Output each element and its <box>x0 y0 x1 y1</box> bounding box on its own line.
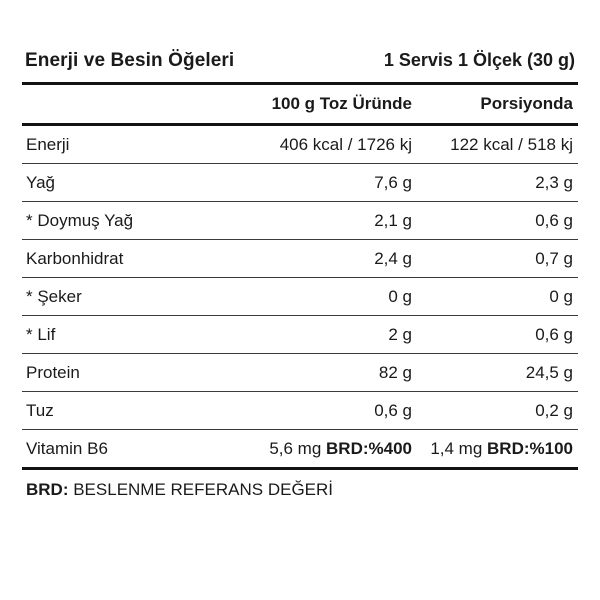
table-row <box>22 202 578 240</box>
nutrition-panel <box>22 50 578 510</box>
row-value-portion: 122 kcal / 518 kj <box>417 125 578 164</box>
table-row <box>22 164 578 202</box>
row-value-per-100g: 406 kcal / 1726 kj <box>242 125 417 164</box>
nutrition-table <box>22 82 578 510</box>
row-label: Karbonhidrat <box>22 240 242 278</box>
row-value-portion: 0,7 g <box>417 240 578 278</box>
column-header-per-100g: 100 g Toz Üründe <box>242 84 417 125</box>
row-value-portion: 24,5 g <box>417 354 578 392</box>
table-row <box>22 392 578 430</box>
brd-footnote <box>22 469 578 511</box>
nutrition-header <box>22 50 578 82</box>
page-title: Enerji ve Besin Öğeleri <box>25 50 235 71</box>
row-value-per-100g: 2 g <box>242 316 417 354</box>
vitamin-brd-per-100g: BRD:%400 <box>326 439 412 458</box>
row-label: Tuz <box>22 392 242 430</box>
row-label: Yağ <box>22 164 242 202</box>
row-value-portion: 0 g <box>417 278 578 316</box>
row-value-per-100g: 7,6 g <box>242 164 417 202</box>
row-label: * Şeker <box>22 278 242 316</box>
row-value-per-100g: 0 g <box>242 278 417 316</box>
table-row <box>22 125 578 164</box>
row-value-portion: 0,2 g <box>417 392 578 430</box>
vitamin-brd-portion: BRD:%100 <box>487 439 573 458</box>
table-row <box>22 354 578 392</box>
row-label: * Doymuş Yağ <box>22 202 242 240</box>
row-value-per-100g: 2,1 g <box>242 202 417 240</box>
row-value-per-100g: 2,4 g <box>242 240 417 278</box>
vitamin-amount-portion: 1,4 mg <box>430 439 488 458</box>
table-row <box>22 316 578 354</box>
table-row <box>22 278 578 316</box>
serving-size-label: 1 Servis 1 Ölçek (30 g) <box>383 50 575 70</box>
row-value-per-100g: 0,6 g <box>242 392 417 430</box>
row-value-portion: 0,6 g <box>417 316 578 354</box>
row-value-portion: 2,3 g <box>417 164 578 202</box>
vitamin-amount-per-100g: 5,6 mg <box>269 439 327 458</box>
table-header-row <box>22 84 578 125</box>
row-label: Vitamin B6 <box>22 430 242 469</box>
table-row <box>22 240 578 278</box>
row-label: Enerji <box>22 125 242 164</box>
brd-abbreviation: BRD: <box>26 480 69 499</box>
row-label: * Lif <box>22 316 242 354</box>
column-header-label <box>22 84 242 125</box>
row-value-portion: 0,6 g <box>417 202 578 240</box>
row-label: Protein <box>22 354 242 392</box>
row-value-portion <box>417 430 578 469</box>
column-header-portion: Porsiyonda <box>417 84 578 125</box>
table-footer-row <box>22 469 578 511</box>
table-row-vitamin-b6 <box>22 430 578 469</box>
row-value-per-100g <box>242 430 417 469</box>
brd-description: BESLENME REFERANS DEĞERİ <box>68 480 334 499</box>
row-value-per-100g: 82 g <box>242 354 417 392</box>
